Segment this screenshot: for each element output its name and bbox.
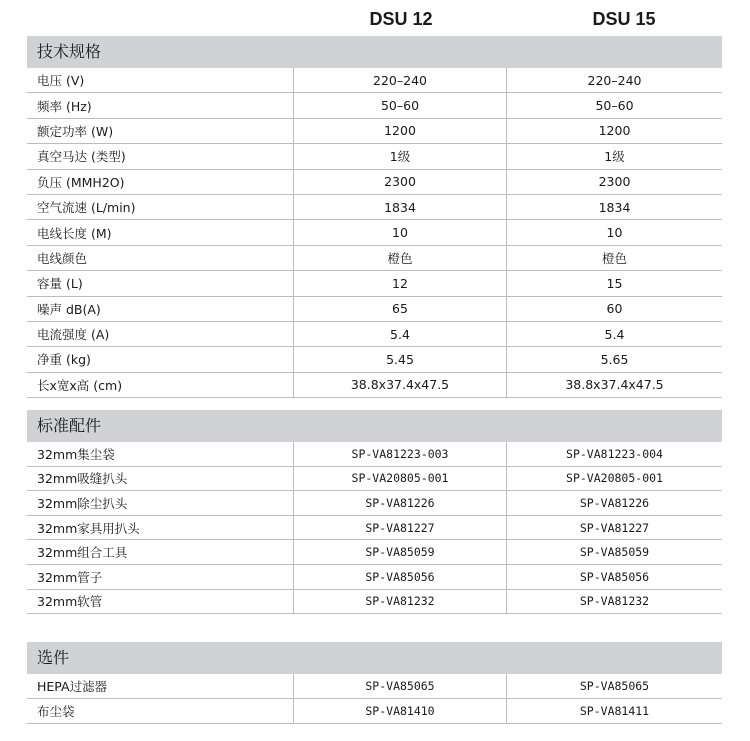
table-row	[27, 699, 722, 724]
row-label: 32mm吸缝扒头	[37, 471, 128, 487]
dsu12-value: SP-VA81232	[293, 590, 506, 614]
row-label: 电流强度 (A)	[37, 327, 110, 343]
column-header-dsu12: DSU 12	[369, 9, 433, 29]
dsu15-value: 15	[506, 271, 722, 295]
dsu15-value: 1200	[506, 119, 722, 143]
table-row	[27, 271, 722, 296]
dsu15-value: SP-VA81227	[506, 516, 722, 540]
table-row	[27, 93, 722, 118]
table-row	[27, 246, 722, 271]
dsu12-value: 65	[293, 297, 506, 321]
row-label: HEPA过滤器	[37, 679, 108, 694]
dsu12-value: 1834	[293, 195, 506, 219]
dsu12-value: 5.45	[293, 347, 506, 371]
dsu15-value: 220–240	[506, 68, 722, 92]
table-row	[27, 442, 722, 467]
row-label: 电线颜色	[37, 250, 88, 266]
row-label: 空气流速 (L/min)	[37, 200, 136, 216]
row-label: 长x宽x高 (cm)	[37, 377, 123, 393]
accessory-rows	[27, 442, 722, 614]
table-row	[27, 68, 722, 93]
row-label: 32mm软管	[37, 594, 103, 610]
row-label: 容量 (L)	[37, 276, 83, 292]
row-label: 电线长度 (M)	[37, 225, 112, 241]
table-row	[27, 170, 722, 195]
dsu15-value: 60	[506, 297, 722, 321]
dsu15-value: SP-VA81226	[506, 491, 722, 515]
table-row	[27, 297, 722, 322]
dsu12-value: 橙色	[293, 246, 506, 270]
row-label: 噪声 dB(A)	[37, 301, 101, 317]
dsu15-value: SP-VA81232	[506, 590, 722, 614]
dsu12-value: 2300	[293, 170, 506, 194]
dsu15-value: 2300	[506, 170, 722, 194]
row-label: 32mm除尘扒头	[37, 495, 128, 511]
dsu12-value: SP-VA85056	[293, 565, 506, 589]
table-row	[27, 220, 722, 245]
dsu15-value: SP-VA81411	[506, 699, 722, 723]
dsu12-value: SP-VA81410	[293, 699, 506, 723]
dsu12-value: 5.4	[293, 322, 506, 346]
dsu15-value: 5.4	[506, 322, 722, 346]
section-options	[27, 642, 722, 724]
dsu12-value: 12	[293, 271, 506, 295]
table-row	[27, 516, 722, 541]
dsu15-value: SP-VA81223-004	[506, 442, 722, 466]
table-row	[27, 119, 722, 144]
dsu15-value: 5.65	[506, 347, 722, 371]
option-rows	[27, 674, 722, 724]
table-row	[27, 322, 722, 347]
table-row	[27, 674, 722, 699]
dsu12-value: 220–240	[293, 68, 506, 92]
row-label: 32mm家具用扒头	[37, 520, 140, 536]
dsu15-value: 10	[506, 220, 722, 244]
dsu15-value: 1834	[506, 195, 722, 219]
row-label: 32mm组合工具	[37, 545, 128, 561]
dsu12-value: SP-VA81223-003	[293, 442, 506, 466]
column-header-dsu15: DSU 15	[592, 9, 656, 29]
dsu15-value: 1级	[506, 144, 722, 168]
dsu12-value: SP-VA85065	[293, 674, 506, 698]
dsu12-value: 50–60	[293, 93, 506, 117]
dsu12-value: 38.8x37.4x47.5	[293, 373, 506, 397]
table-row	[27, 195, 722, 220]
dsu15-value: SP-VA85056	[506, 565, 722, 589]
row-label: 32mm管子	[37, 569, 103, 585]
dsu12-value: 1级	[293, 144, 506, 168]
row-label: 电压 (V)	[37, 73, 85, 89]
table-row	[27, 590, 722, 615]
row-label: 额定功率 (W)	[37, 123, 114, 139]
dsu15-value: 橙色	[506, 246, 722, 270]
table-row	[27, 347, 722, 372]
row-label: 布尘袋	[37, 704, 75, 719]
table-row	[27, 467, 722, 492]
table-row	[27, 565, 722, 590]
dsu12-value: SP-VA81227	[293, 516, 506, 540]
row-label: 真空马达 (类型)	[37, 149, 126, 165]
dsu12-value: SP-VA85059	[293, 540, 506, 564]
dsu15-value: SP-VA85065	[506, 674, 722, 698]
table-row	[27, 373, 722, 398]
dsu12-value: SP-VA81226	[293, 491, 506, 515]
row-label: 净重 (kg)	[37, 352, 91, 368]
dsu15-value: SP-VA20805-001	[506, 467, 722, 491]
table-row	[27, 144, 722, 169]
table-row	[27, 491, 722, 516]
section-standard-accessories	[27, 410, 722, 614]
row-label: 负压 (MMH2O)	[37, 174, 125, 190]
dsu15-value: 38.8x37.4x47.5	[506, 373, 722, 397]
section-title: 选件	[27, 642, 722, 674]
dsu12-value: 1200	[293, 119, 506, 143]
section-title: 技术规格	[27, 36, 722, 68]
dsu12-value: 10	[293, 220, 506, 244]
section-specifications	[27, 36, 722, 398]
dsu15-value: 50–60	[506, 93, 722, 117]
row-label: 32mm集尘袋	[37, 446, 115, 462]
row-label: 频率 (Hz)	[37, 98, 92, 114]
dsu12-value: SP-VA20805-001	[293, 467, 506, 491]
table-row	[27, 540, 722, 565]
spec-rows	[27, 68, 722, 398]
dsu15-value: SP-VA85059	[506, 540, 722, 564]
section-title: 标准配件	[27, 410, 722, 442]
